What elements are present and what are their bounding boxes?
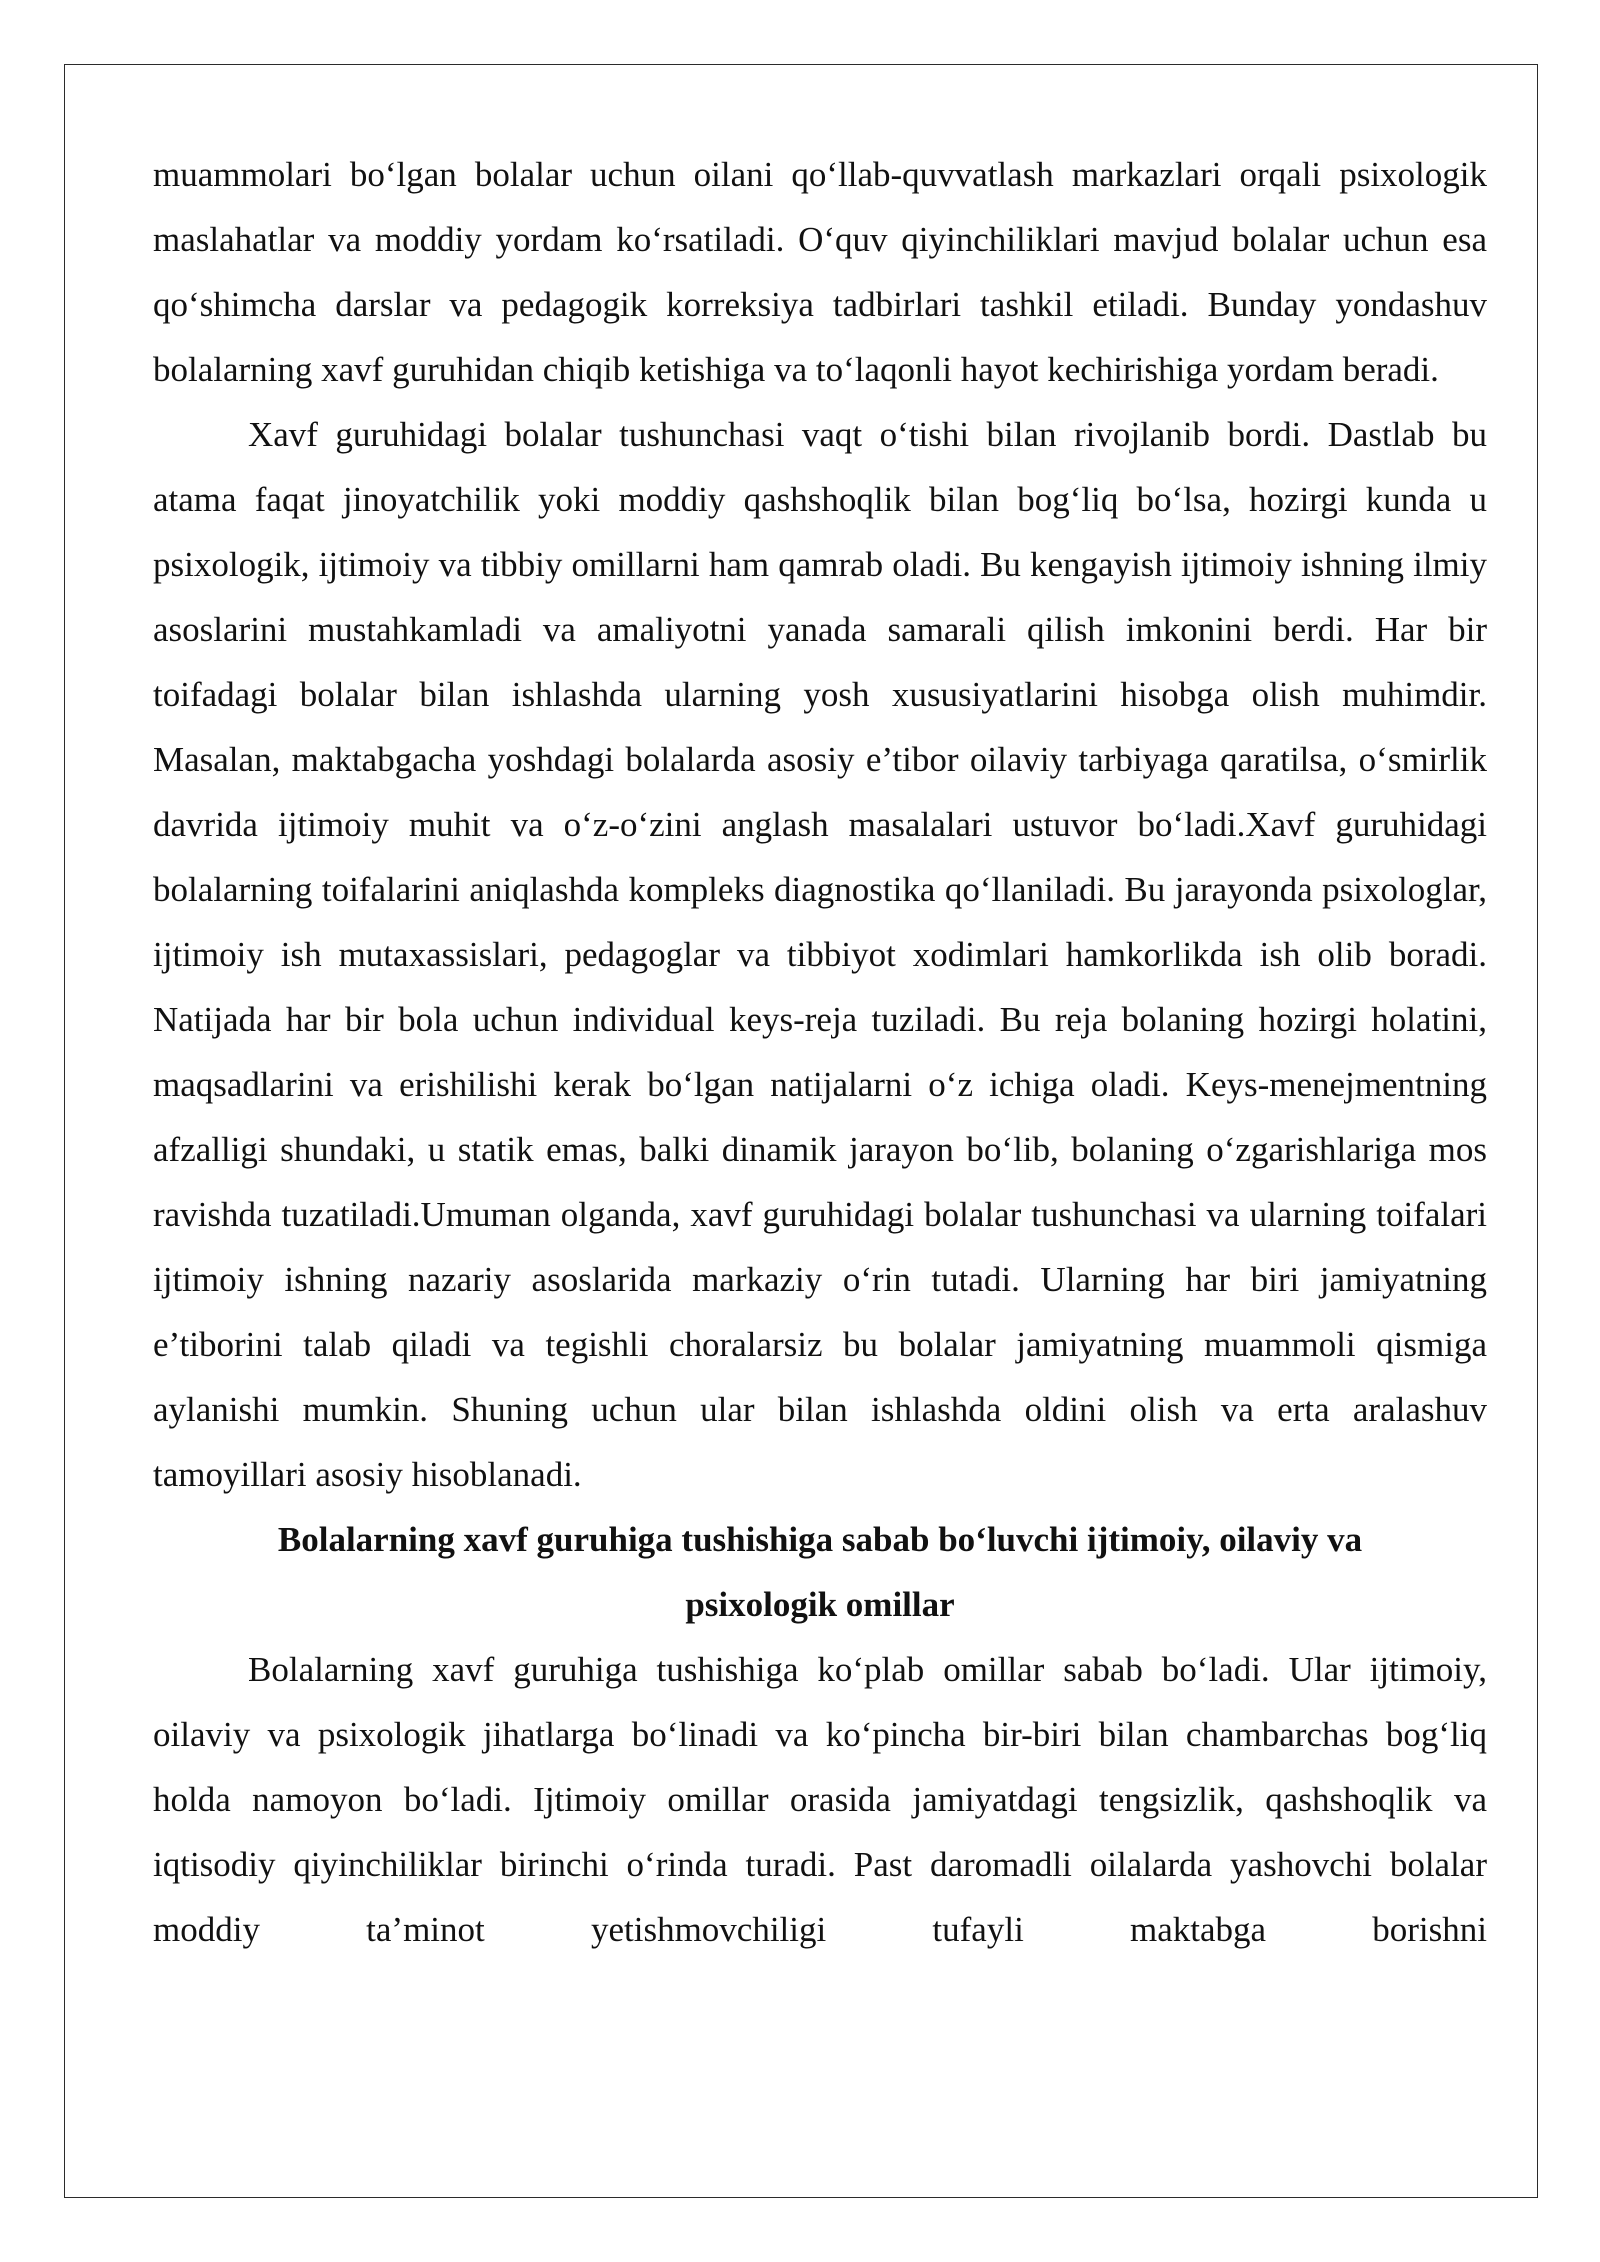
- paragraph-concept-development: Xavf guruhidagi bolalar tushunchasi vaqt o‘tishi bilan rivojlanib bordi. Dastlab bu atama faqat jinoyatchilik yoki moddiy qashshoqlik bilan bog‘liq bo‘lsa, hozirgi kunda u psixologik, ijtimoiy va tibbiy omillarni ham qamrab oladi. Bu kengayish ijtimoiy ishning ilmiy asoslarini mustahkamladi va amaliyotni yanada samarali qilish imkonini berdi. Har bir toifadagi bolalar bilan ishlashda ularning yosh xususiyatlarini hisobga olish muhimdir. Masalan, maktabgacha yoshdagi bolalarda asosiy e’tibor oilaviy tarbiyaga qaratilsa, o‘smirlik davrida ijtimoiy muhit va o‘z-o‘zini anglash masalalari ustuvor bo‘ladi.Xavf guruhidagi bolalarning toifalarini aniqlashda kompleks diagnostika qo‘llaniladi. Bu jarayonda psixologlar, ijtimoiy ish mutaxassislari, pedagoglar va tibbiyot xodimlari hamkorlikda ish olib boradi. Natijada har bir bola uchun individual keys-reja tuziladi. Bu reja bolaning hozirgi holatini, maqsadlarini va erishilishi kerak bo‘lgan natijalarni o‘z ichiga oladi. Keys-menejmentning afzalligi shundaki, u statik emas, balki dinamik jarayon bo‘lib, bolaning o‘zgarishlariga mos ravishda tuzatiladi.Umuman olganda, xavf guruhidagi bolalar tushunchasi va ularning toifalari ijtimoiy ishning nazariy asoslarida markaziy o‘rin tutadi. Ularning har biri jamiyatning e’tiborini talab qiladi va tegishli choralarsiz bu bolalar jamiyatning muammoli qismiga aylanishi mumkin. Shuning uchun ular bilan ishlashda oldini olish va erta aralashuv tamoyillari asosiy hisoblanadi.: [153, 415, 1487, 1494]
- section-heading: Bolalarning xavf guruhiga tushishiga sabab bo‘luvchi ijtimoiy, oilaviy va psixologik omillar: [277, 1520, 1363, 1624]
- document-body: [153, 142, 1487, 1962]
- paragraph-continuation: muammolari bo‘lgan bolalar uchun oilani qo‘llab-quvvatlash markazlari orqali psixologik maslahatlar va moddiy yordam ko‘rsatiladi. O‘quv qiyinchiliklari mavjud bolalar uchun esa qo‘shimcha darslar va pedagogik korreksiya tadbirlari tashkil etiladi. Bunday yondashuv bolalarning xavf guruhidan chiqib ketishiga va to‘laqonli hayot kechirishiga yordam beradi.: [153, 155, 1487, 389]
- paragraph-factors: Bolalarning xavf guruhiga tushishiga ko‘plab omillar sabab bo‘ladi. Ular ijtimoiy, oilaviy va psixologik jihatlarga bo‘linadi va ko‘pincha bir-biri bilan chambarchas bog‘liq holda namoyon bo‘ladi. Ijtimoiy omillar orasida jamiyatdagi tengsizlik, qashshoqlik va iqtisodiy qiyinchiliklar birinchi o‘rinda turadi. Past daromadli oilalarda yashovchi bolalar moddiy ta’minot yetishmovchiligi tufayli maktabga borishni: [153, 1650, 1487, 1949]
